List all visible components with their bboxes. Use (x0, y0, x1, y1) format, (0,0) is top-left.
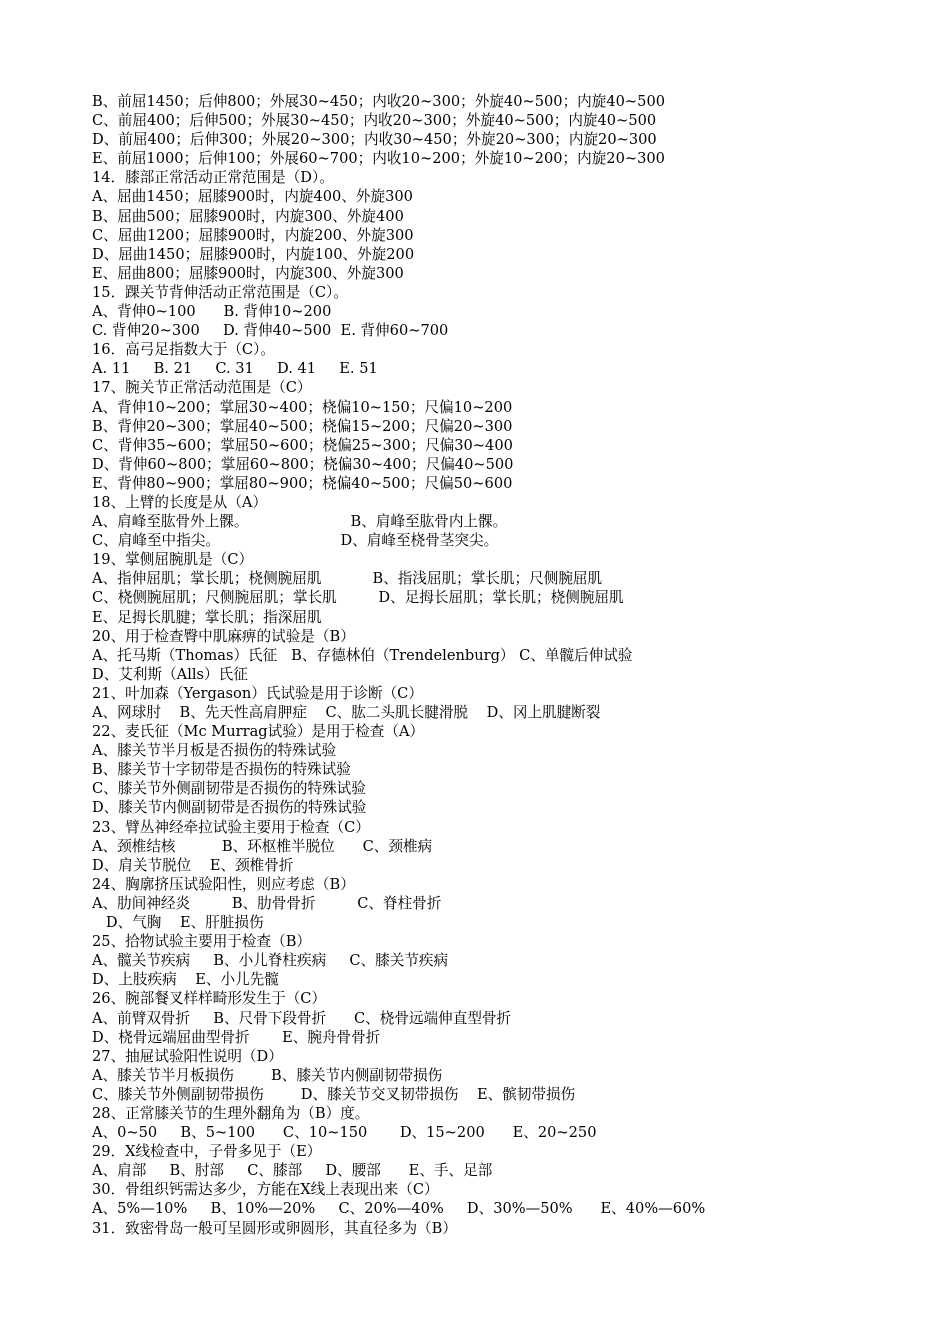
text-line: A. 11 B. 21 C. 31 D. 41 E. 51 (92, 360, 378, 378)
text-line: C、背伸35~600；掌屈50~600；桡偏25~300；尺偏30~400 (92, 436, 513, 454)
text-line: 26、腕部餐叉样样畸形发生于（C） (92, 990, 327, 1008)
text-line: A、背伸0~100 B. 背伸10~200 (92, 303, 332, 321)
text-line: C、肩峰至中指尖。 D、肩峰至桡骨茎突尖。 (92, 532, 499, 550)
text-line: E、背伸80~900；掌屈80~900；桡偏40~500；尺偏50~600 (92, 474, 513, 492)
text-line: 22、麦氏征（Mc Murrag试验）是用于检查（A） (92, 723, 425, 741)
document-page (92, 92, 912, 1238)
text-line: 18、上臂的长度是从（A） (92, 493, 268, 511)
text-line: 17、腕关节正常活动范围是（C） (92, 379, 312, 397)
text-line: D、背伸60~800；掌屈60~800；桡偏30~400；尺偏40~500 (92, 455, 514, 473)
text-line: A、膝关节半月板损伤 B、膝关节内侧副韧带损伤 (92, 1066, 443, 1084)
text-line: C、膝关节外侧副韧带损伤 D、膝关节交叉韧带损伤 E、髌韧带损伤 (92, 1085, 576, 1103)
text-line: 20、用于检查臀中肌麻痹的试验是（B） (92, 627, 355, 645)
text-line: A、背伸10~200；掌屈30~400；桡偏10~150；尺偏10~200 (92, 398, 513, 416)
text-line: B、前屈1450；后伸800；外展30~450；内收20~300；外旋40~500；内旋40~500 (92, 93, 666, 110)
text-line: A、前臂双骨折 B、尺骨下段骨折 C、桡骨远端伸直型骨折 (92, 1009, 512, 1027)
text-line: D、气胸 E、肝脏损伤 (92, 914, 264, 932)
text-line: D、桡骨远端屈曲型骨折 E、腕舟骨骨折 (92, 1028, 381, 1046)
text-line: 24、胸廓挤压试验阳性，则应考虑（B） (92, 875, 355, 893)
text-line: A、膝关节半月板是否损伤的特殊试验 (92, 742, 337, 760)
text-line: D、屈曲1450；屈膝900时，内旋100、外旋200 (92, 245, 415, 263)
text-line: 29．X线检查中，子骨多见于（E） (92, 1143, 322, 1161)
text-line: B、背伸20~300；掌屈40~500；桡偏15~200；尺偏20~300 (92, 417, 513, 435)
text-line: 14．膝部正常活动正常范围是（D）。 (92, 169, 334, 187)
text-line: 16．高弓足指数大于（C）。 (92, 341, 275, 359)
text-line: A、颈椎结核 B、环枢椎半脱位 C、颈椎病 (92, 837, 433, 855)
text-line: 27、抽屉试验阳性说明（D） (92, 1047, 283, 1065)
text-line: E、前屈1000；后伸100；外展60~700；内收10~200；外旋10~200；内旋20~300 (92, 150, 665, 168)
text-line: 31．致密骨岛一般可呈圆形或卵圆形，其直径多为（B） (92, 1219, 457, 1237)
text-line: 25、拾物试验主要用于检查（B） (92, 933, 312, 951)
text-line: A、屈曲1450；屈膝900时，内旋400、外旋300 (92, 188, 413, 206)
text-line: C、桡侧腕屈肌；尺侧腕屈肌；掌长肌 D、足拇长屈肌；掌长肌；桡侧腕屈肌 (92, 589, 624, 607)
text-line: B、膝关节十字韧带是否损伤的特殊试验 (92, 761, 351, 779)
text-line: A、0~50 B、5~100 C、10~150 D、15~200 E、20~250 (92, 1124, 597, 1142)
text-line: C. 背伸20~300 D. 背伸40~500 E. 背伸60~700 (92, 322, 449, 340)
text-line: E、屈曲800；屈膝900时，内旋300、外旋300 (92, 264, 404, 282)
text-line: D、肩关节脱位 E、颈椎骨折 (92, 856, 294, 874)
text-line: A、托马斯（Thomas）氏征 B、存德林伯（Trendelenburg） C、单髋后伸试验 (92, 646, 633, 664)
text-line: C、膝关节外侧副韧带是否损伤的特殊试验 (92, 780, 366, 798)
text-line: A、肩峰至肱骨外上髁。 B、肩峰至肱骨内上髁。 (92, 513, 508, 531)
text-line: C、前屈400；后伸500；外展30~450；内收20~300；外旋40~500；内旋40~500 (92, 112, 657, 130)
text-line: 15．踝关节背伸活动正常范围是（C）。 (92, 283, 348, 301)
text-line: A、5%—10% B、10%—20% C、20%—40% D、30%—50% E、40%—60% (92, 1200, 706, 1218)
text-line: A、指伸屈肌；掌长肌；桡侧腕屈肌 B、指浅屈肌；掌长肌；尺侧腕屈肌 (92, 570, 603, 588)
text-line: D、膝关节内侧副韧带是否损伤的特殊试验 (92, 799, 367, 817)
text-line: A、肋间神经炎 B、肋骨骨折 C、脊柱骨折 (92, 894, 442, 912)
text-line: E、足拇长肌腱；掌长肌；指深屈肌 (92, 608, 322, 626)
text-line: D、上肢疾病 E、小儿先髋 (92, 971, 279, 989)
text-line: D、艾利斯（Alls）氏征 (92, 665, 248, 683)
text-line: 21、叶加森（Yergason）氏试验是用于诊断（C） (92, 684, 423, 702)
text-line: A、肩部 B、肘部 C、膝部 D、腰部 E、手、足部 (92, 1162, 493, 1180)
text-line: A、髋关节疾病 B、小儿脊柱疾病 C、膝关节疾病 (92, 952, 449, 970)
text-line: A、网球肘 B、先天性高肩胛症 C、肱二头肌长腱滑脱 D、冈上肌腱断裂 (92, 704, 601, 721)
text-line: 30．骨组织钙需达多少，方能在X线上表现出来（C） (92, 1181, 439, 1199)
text-line: 28、正常膝关节的生理外翻角为（B）度。 (92, 1104, 370, 1122)
text-line: D、前屈400；后伸300；外展20~300；内收30~450；外旋20~300；内旋20~300 (92, 131, 657, 149)
text-line: C、屈曲1200；屈膝900时，内旋200、外旋300 (92, 226, 414, 244)
text-line: 23、臂丛神经牵拉试验主要用于检查（C） (92, 818, 370, 836)
text-line: B、屈曲500；屈膝900时，内旋300、外旋400 (92, 207, 404, 225)
text-line: 19、掌侧屈腕肌是（C） (92, 551, 254, 569)
